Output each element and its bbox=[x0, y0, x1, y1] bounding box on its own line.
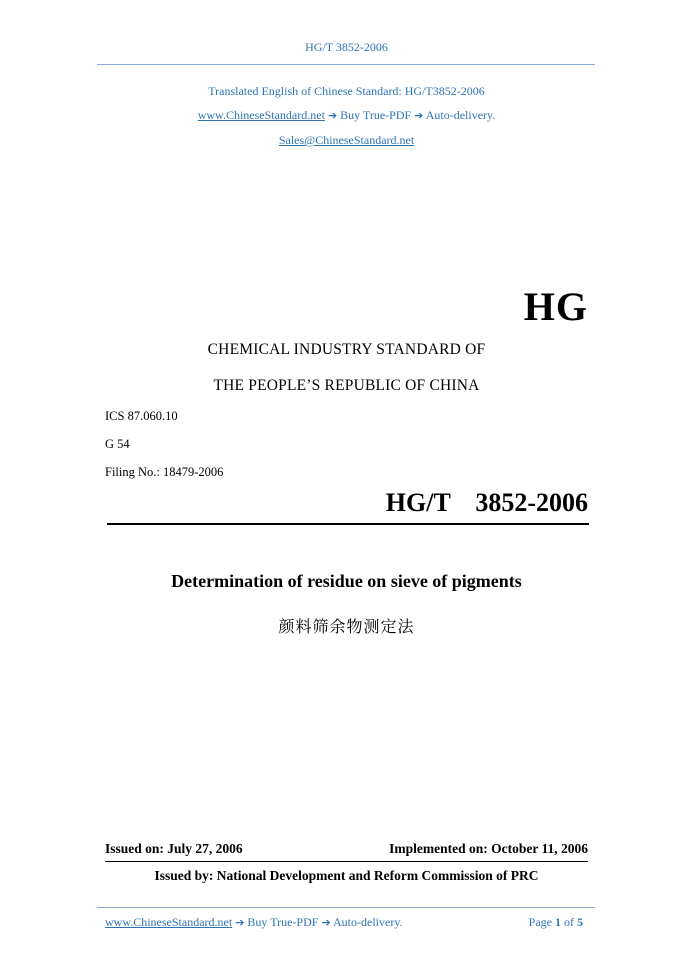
arrow-right-icon: ➔ bbox=[414, 109, 424, 122]
buy-true-pdf-text: Buy True-PDF bbox=[340, 108, 412, 122]
running-header-title: HG/T 3852-2006 bbox=[305, 40, 388, 54]
translation-notice: Translated English of Chinese Standard: HG/T3852-2006 bbox=[208, 84, 485, 98]
standard-body-line1: CHEMICAL INDUSTRY STANDARD OF bbox=[207, 341, 486, 358]
page-indicator bbox=[529, 915, 583, 930]
header-divider bbox=[97, 64, 595, 65]
arrow-right-icon: ➔ bbox=[321, 916, 331, 929]
auto-delivery-text: Auto-delivery. bbox=[425, 108, 496, 122]
standard-body-line2: THE PEOPLE’S REPUBLIC OF CHINA bbox=[213, 377, 480, 394]
standard-number-rule bbox=[107, 523, 589, 525]
filing-number: Filing No.: 18479-2006 bbox=[105, 465, 224, 479]
footer-site-link[interactable]: www.ChineseStandard.net bbox=[105, 915, 233, 929]
footer-auto-delivery-text: Auto-delivery. bbox=[333, 915, 403, 929]
site-link[interactable]: www.ChineseStandard.net bbox=[197, 108, 325, 122]
document-title-cn: 颜料筛余物测定法 bbox=[278, 617, 415, 636]
purchase-notice bbox=[0, 108, 693, 123]
classification-code: G 54 bbox=[105, 437, 130, 451]
issuing-authority: Issued by: National Development and Reform Commission of PRC bbox=[154, 868, 539, 883]
document-title-en: Determination of residue on sieve of pigments bbox=[171, 571, 522, 591]
page-total: 5 bbox=[577, 915, 583, 929]
implemented-date: Implemented on: October 11, 2006 bbox=[389, 841, 588, 856]
page-current: 1 bbox=[555, 915, 561, 929]
arrow-right-icon: ➔ bbox=[235, 916, 245, 929]
sales-email-line bbox=[0, 133, 693, 148]
page-label: Page bbox=[528, 915, 552, 929]
issued-date: Issued on: July 27, 2006 bbox=[105, 841, 243, 856]
footer-buy-text: Buy True-PDF bbox=[247, 915, 319, 929]
of-label: of bbox=[564, 915, 574, 929]
sales-email-link[interactable]: Sales@ChineseStandard.net bbox=[278, 133, 415, 147]
ics-code: ICS 87.060.10 bbox=[105, 409, 178, 423]
footer-divider bbox=[97, 907, 595, 908]
agency-code: HG bbox=[523, 284, 588, 329]
footer-purchase-notice bbox=[105, 915, 403, 930]
standard-number: HG/T 3852-2006 bbox=[385, 488, 588, 517]
arrow-right-icon: ➔ bbox=[327, 109, 338, 122]
dates-divider bbox=[105, 861, 588, 862]
